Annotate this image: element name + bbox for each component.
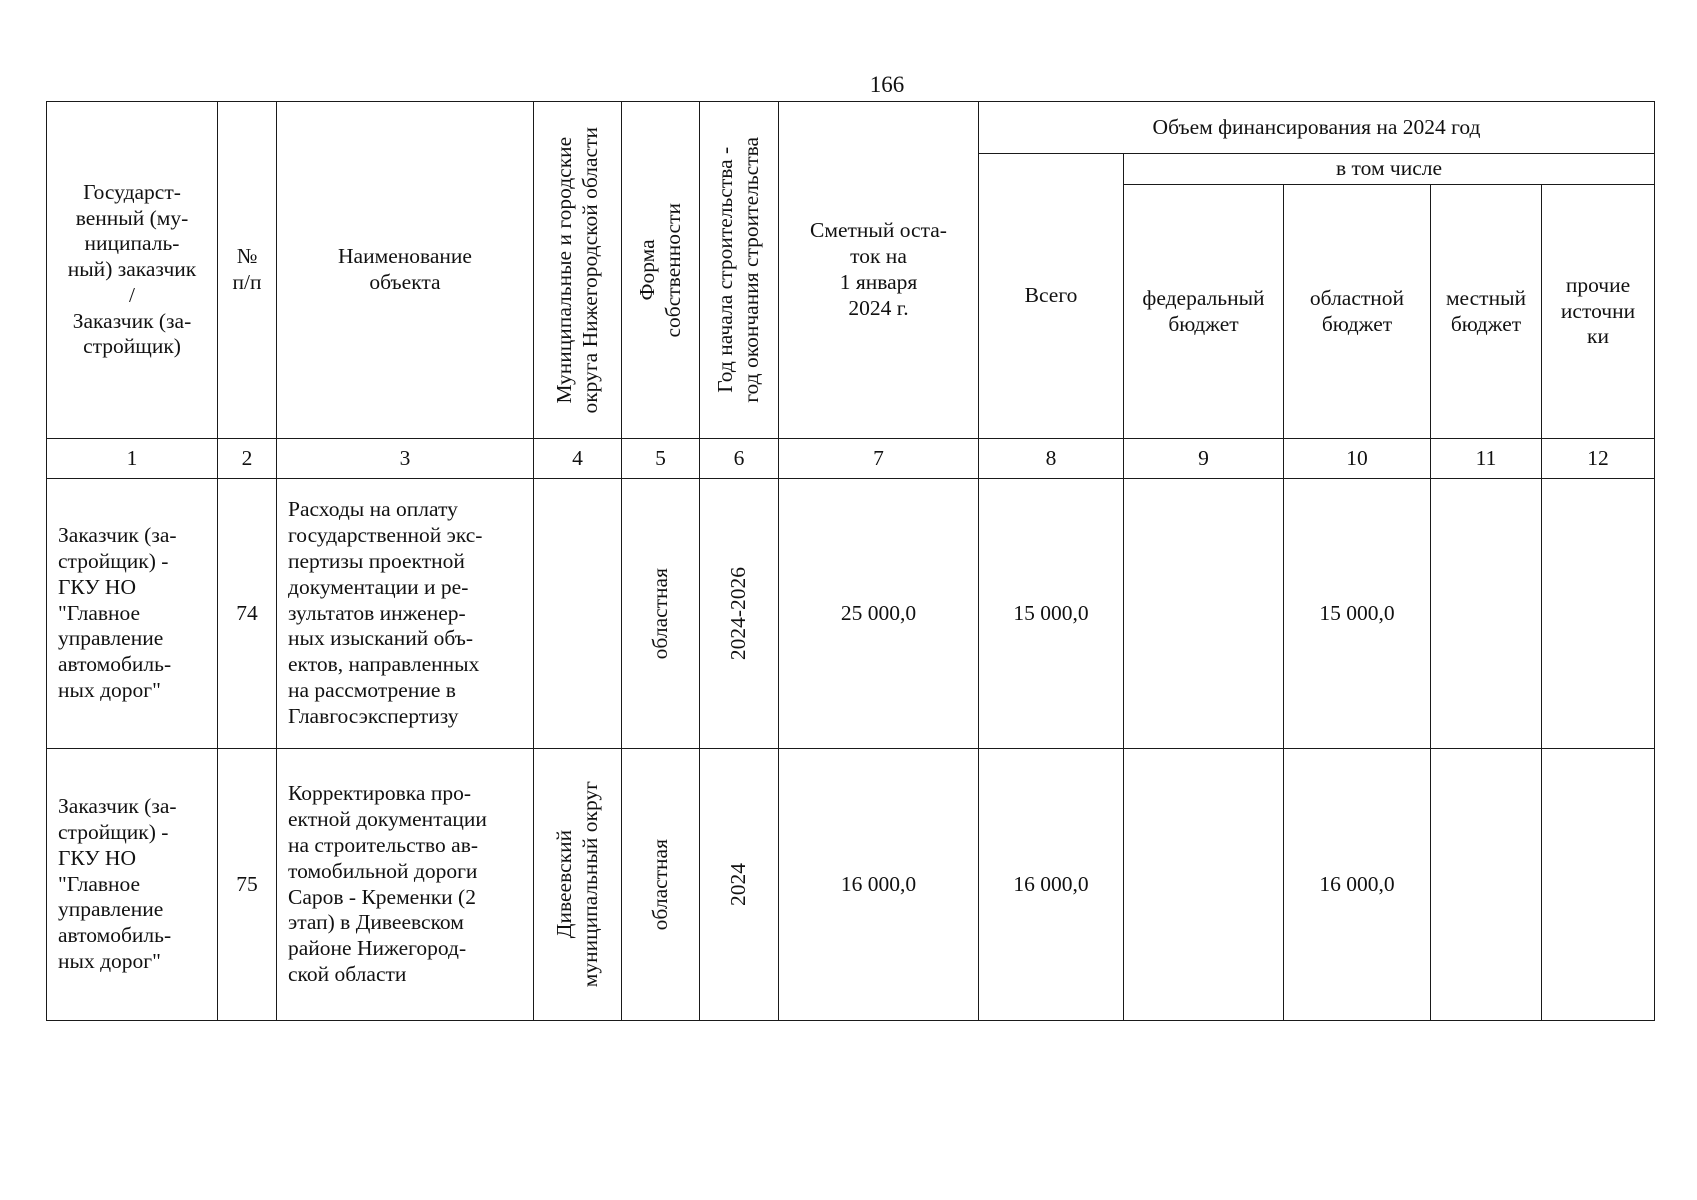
- header-local: местный бюджет: [1431, 185, 1542, 439]
- row-object-name: Расходы на оплату государственной экс- пертизы проектной документации и ре- зультатов инженер- ных изысканий объ- ектов, направленных на рассмотрение в Главгосэкспертизу: [277, 479, 534, 749]
- row-regional: 16 000,0: [1284, 749, 1431, 1021]
- row-object-name: Корректировка про- ектной документации на строительство ав- томобильной дороги Саров - Кременки (2 этап) в Дивеевском районе Нижегород- ской области: [277, 749, 534, 1021]
- column-number: 12: [1542, 439, 1655, 479]
- row-years-cell: [700, 749, 779, 1021]
- row-ownership: областная: [647, 838, 672, 931]
- row-local: [1431, 749, 1542, 1021]
- header-regional: областной бюджет: [1284, 185, 1431, 439]
- row-ownership: областная: [647, 567, 672, 660]
- row-years: 2024: [726, 863, 751, 906]
- column-number: 2: [218, 439, 277, 479]
- row-number: 74: [218, 479, 277, 749]
- row-municipality: Дивеевский муниципальный округ: [551, 781, 602, 988]
- row-number: 75: [218, 749, 277, 1021]
- header-construction-years: Год начала строительства - год окончания строительства: [713, 137, 763, 403]
- row-customer: Заказчик (за- стройщик) - ГКУ НО "Главное управление автомобиль- ных дорог": [47, 479, 218, 749]
- header-object-name: Наименование объекта: [277, 102, 534, 439]
- row-municipality-cell: [534, 749, 622, 1021]
- header-municipality: Муниципальные и городские округа Нижегородской области: [551, 126, 602, 414]
- column-number: 1: [47, 439, 218, 479]
- header-ownership-cell: [622, 102, 700, 439]
- column-number: 6: [700, 439, 779, 479]
- column-number: 5: [622, 439, 700, 479]
- header-including: в том числе: [1124, 154, 1655, 185]
- header-federal: федеральный бюджет: [1124, 185, 1284, 439]
- row-regional: 15 000,0: [1284, 479, 1431, 749]
- row-ownership-cell: [622, 749, 700, 1021]
- column-number: 10: [1284, 439, 1431, 479]
- row-municipality-cell: [534, 479, 622, 749]
- column-number: 4: [534, 439, 622, 479]
- header-customer: Государст- венный (му- ниципаль- ный) заказчик / Заказчик (за- стройщик): [47, 102, 218, 439]
- row-total: 15 000,0: [979, 479, 1124, 749]
- row-customer: Заказчик (за- стройщик) - ГКУ НО "Главное управление автомобиль- ных дорог": [47, 749, 218, 1021]
- header-financing: Объем финансирования на 2024 год: [979, 102, 1655, 154]
- row-federal: [1124, 479, 1284, 749]
- row-total: 16 000,0: [979, 749, 1124, 1021]
- page-number: 166: [869, 72, 905, 97]
- row-estimated-balance: 16 000,0: [779, 749, 979, 1021]
- table-row: [47, 749, 1655, 1021]
- header-ownership: Форма собственности: [634, 202, 685, 338]
- row-estimated-balance: 25 000,0: [779, 479, 979, 749]
- row-other: [1542, 479, 1655, 749]
- column-number: 3: [277, 439, 534, 479]
- column-number: 8: [979, 439, 1124, 479]
- column-number: 9: [1124, 439, 1284, 479]
- header-number: № п/п: [218, 102, 277, 439]
- header-other: прочие источни ки: [1542, 185, 1655, 439]
- header-municipality-cell: [534, 102, 622, 439]
- row-federal: [1124, 749, 1284, 1021]
- row-years: 2024-2026: [726, 566, 751, 661]
- row-ownership-cell: [622, 479, 700, 749]
- table-row: [47, 479, 1655, 749]
- header-years-cell: [700, 102, 779, 439]
- column-number: 7: [779, 439, 979, 479]
- header-total: Всего: [979, 154, 1124, 439]
- header-estimated-balance: Сметный оста- ток на 1 января 2024 г.: [779, 102, 979, 439]
- row-other: [1542, 749, 1655, 1021]
- column-number: 11: [1431, 439, 1542, 479]
- column-number-row: [47, 439, 1655, 479]
- financing-table: [46, 101, 1655, 1021]
- row-local: [1431, 479, 1542, 749]
- header-row: [47, 102, 1655, 154]
- row-years-cell: [700, 479, 779, 749]
